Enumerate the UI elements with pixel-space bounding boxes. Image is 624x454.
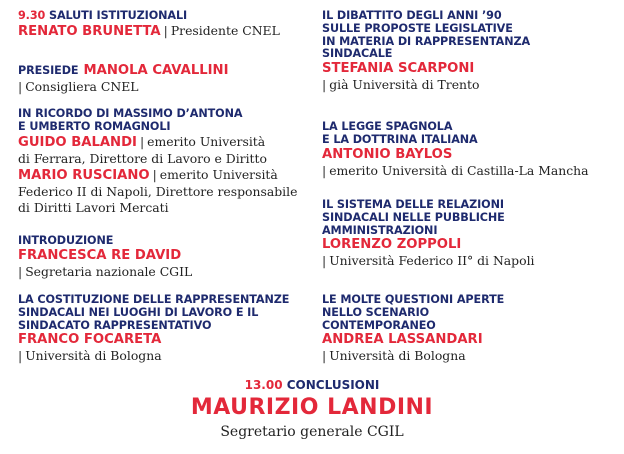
questions-session	[322, 294, 622, 364]
session-title-line: SINDACALI NEI LUOGHI DI LAVORO E IL	[18, 305, 259, 319]
session-title-line: IN MATERIA DI RAPPRESENTANZA	[322, 34, 531, 48]
separator: |	[18, 79, 23, 94]
speaker-name: LORENZO ZOPPOLI	[322, 237, 462, 253]
separator: |	[163, 22, 168, 38]
session-title-line: IL SISTEMA DELLE RELAZIONI	[322, 198, 504, 211]
constitution-session	[18, 294, 318, 364]
separator: |	[322, 348, 327, 364]
speaker-role: emerito Università	[159, 166, 278, 182]
speaker-name: GUIDO BALANDI	[18, 134, 137, 150]
speaker-role: emerito Università di Castilla-La Mancha	[329, 162, 589, 178]
speaker-role-line: di Diritti Lavori Mercati	[18, 199, 169, 215]
speaker-role-line	[18, 264, 318, 280]
chair-session	[18, 59, 318, 95]
session-title-line: LE MOLTE QUESTIONI APERTE	[322, 293, 505, 306]
session-title-line: LA COSTITUZIONE DELLE RAPPRESENTANZE	[18, 293, 290, 306]
speaker-name: ANDREA LASSANDARI	[322, 332, 483, 348]
closing-title: CONCLUSIONI	[286, 378, 380, 392]
session-time: 9.30	[18, 9, 46, 22]
welcome-session	[18, 10, 318, 40]
speaker-role-line	[322, 77, 622, 93]
session-title: SALUTI ISTITUZIONALI	[49, 9, 188, 22]
speaker-role-line	[322, 348, 622, 364]
closing-speaker-role: Segretario generale CGIL	[220, 424, 404, 440]
speaker-name: STEFANIA SCARPONI	[322, 61, 475, 77]
closing-speaker-name: MAURIZIO LANDINI	[190, 395, 434, 420]
speaker-role-line: di Ferrara, Direttore di Lavoro e Diritto	[18, 150, 267, 166]
speaker-line	[18, 23, 318, 40]
memory-session	[18, 108, 318, 216]
speaker-line	[18, 167, 318, 184]
speaker-role: Segretaria nazionale CGIL	[25, 263, 193, 279]
session-title-line: CONTEMPORANEO	[322, 318, 436, 332]
closing-heading	[0, 378, 624, 392]
speaker-role: Consigliera CNEL	[25, 79, 139, 94]
session-title	[322, 294, 622, 332]
speaker-role: già Università di Trento	[329, 77, 480, 93]
session-heading	[18, 10, 318, 23]
speaker-role: Università di Bologna	[25, 348, 162, 364]
speaker-role-inline	[150, 167, 278, 182]
session-title-line: IL DIBATTITO DEGLI ANNI ’90	[322, 9, 502, 22]
session-title	[322, 10, 622, 61]
system-session	[322, 199, 622, 269]
session-title-line: IN RICORDO DI MASSIMO D’ANTONA	[18, 107, 243, 120]
speaker-role: emerito Università	[147, 133, 266, 149]
session-title-line: LA LEGGE SPAGNOLA	[322, 120, 453, 133]
speaker-name: RENATO BRUNETTA	[18, 23, 161, 39]
chair-label: PRESIEDE	[18, 64, 79, 77]
separator: |	[322, 162, 327, 178]
speaker-role-line	[322, 163, 622, 179]
session-title: INTRODUZIONE	[18, 234, 114, 247]
intro-session	[18, 235, 318, 280]
speaker-role-inline	[137, 134, 265, 149]
speaker-name: MARIO RUSCIANO	[18, 167, 150, 183]
speaker-name: FRANCO FOCARETA	[18, 332, 162, 348]
speaker-name: MANOLA CAVALLINI	[83, 63, 229, 78]
session-title-line: E LA DOTTRINA ITALIANA	[322, 132, 478, 146]
speaker-name: ANTONIO BAYLOS	[322, 146, 453, 162]
session-title	[18, 294, 318, 332]
session-title-line: AMMINISTRAZIONI	[322, 223, 438, 237]
separator: |	[322, 253, 327, 269]
session-title-line: SINDACATO RAPPRESENTATIVO	[18, 318, 212, 332]
session-title	[322, 199, 622, 237]
separator: |	[152, 166, 157, 182]
speaker-line	[18, 134, 318, 151]
speaker-role-line: Federico II di Napoli, Direttore responsabile	[18, 183, 298, 199]
speaker-role-line	[18, 79, 318, 95]
speaker-role: Università Federico II° di Napoli	[329, 253, 535, 269]
separator: |	[322, 77, 327, 93]
speaker-name: FRANCESCA RE DAVID	[18, 247, 182, 263]
debate-session	[322, 10, 622, 93]
session-title-line: E UMBERTO ROMAGNOLI	[18, 119, 171, 133]
separator: |	[139, 133, 145, 149]
separator: |	[18, 263, 23, 279]
speaker-role: Università di Bologna	[329, 348, 466, 364]
speaker-role-inline	[161, 23, 280, 38]
session-title-line: SINDACALI NELLE PUBBLICHE	[322, 210, 505, 224]
chair-line	[18, 59, 318, 79]
session-title-line: NELLO SCENARIO	[322, 305, 430, 319]
speaker-role-line	[18, 348, 318, 364]
session-title-line: SULLE PROPOSTE LEGISLATIVE	[322, 21, 513, 35]
spanish-session	[322, 121, 622, 179]
closing-time: 13.00	[244, 378, 283, 392]
speaker-role: Presidente CNEL	[170, 22, 280, 38]
separator: |	[18, 348, 23, 364]
session-title-line: SINDACALE	[322, 47, 393, 61]
session-title	[322, 121, 622, 147]
session-title	[18, 108, 318, 134]
speaker-role-line	[322, 253, 622, 269]
